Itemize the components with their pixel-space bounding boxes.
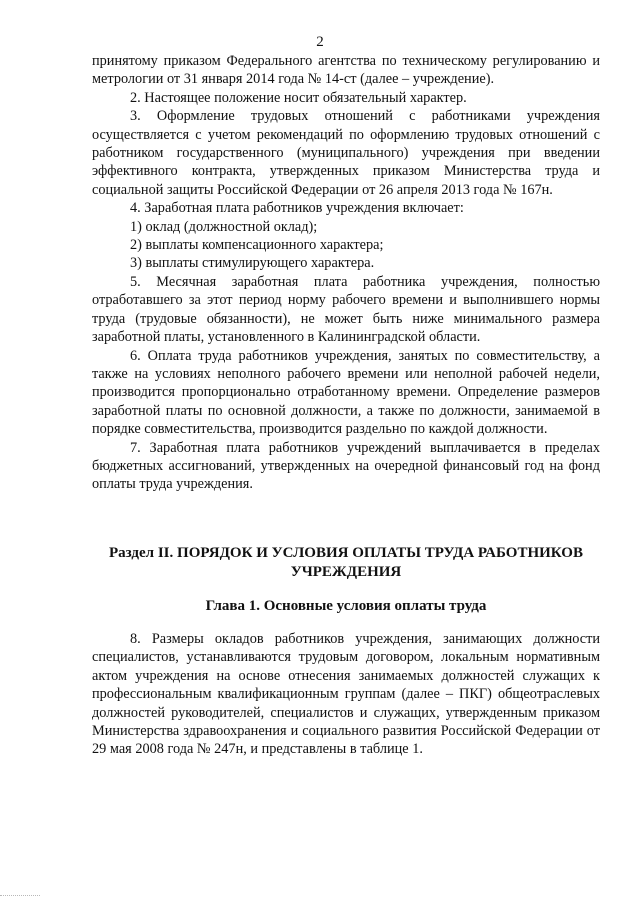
chapter-text-block — [92, 630, 600, 759]
paragraph-3: 3. Оформление трудовых отношений с работниками учреждения осуществляется с учетом рекомендаций по оформлению трудовых отношений с работником государственного (муниципального) учреждения при введении эффективного контракта, утвержденных приказом Министерства труда и социальной защиты Российской Федерации от 26 апреля 2013 года № 167н. — [92, 108, 600, 198]
chapter-heading: Глава 1. Основные условия оплаты труда — [205, 598, 487, 614]
body-text-block — [92, 52, 600, 494]
list-item-1: 1) оклад (должностной оклад); — [130, 218, 318, 235]
section-heading: Раздел II. ПОРЯДОК И УСЛОВИЯ ОПЛАТЫ ТРУДА РАБОТНИКОВ УЧРЕЖДЕНИЯ — [109, 545, 583, 580]
paragraph-7: 7. Заработная плата работников учреждений выплачивается в пределах бюджетных ассигнований, утвержденных на очередной финансовый год на фонд оплаты труда учреждения. — [92, 439, 600, 493]
list-item-3: 3) выплаты стимулирующего характера. — [130, 255, 375, 272]
list-item-2: 2) выплаты компенсационного характера; — [130, 237, 384, 254]
paragraph-8: 8. Размеры окладов работников учреждения, занимающих должности специалистов, устанавливаются трудовым договором, локальным нормативным актом учреждения на основе отнесения занимаемых должностей служащих к профессиональным квалификационным группам (далее – ПКГ) общеотраслевых должностей руководителей, специалистов и служащих, утвержденным приказом Министерства здравоохранения и социального развития Российской Федерации от 29 мая 2008 года № 247н, и представлены в таблице 1. — [92, 631, 600, 758]
paragraph-2: 2. Настоящее положение носит обязательный характер. — [130, 89, 467, 106]
footer-mark — [0, 895, 40, 897]
paragraph-6: 6. Оплата труда работников учреждения, занятых по совместительству, а также на условиях неполного рабочего времени или неполной рабочей недели, производится пропорционально отработанному времени. Определение размеров заработной платы по основной должности, а также по должности, занимаемой в порядке совместительства, производится раздельно по каждой должности. — [92, 347, 600, 438]
paragraph-5: 5. Месячная заработная плата работника учреждения, полностью отработавшего за этот период норму рабочего времени и выполнившего нормы труда (трудовые обязанности), не может быть ниже минимального размера заработной платы, установленного в Калининградской области. — [92, 273, 600, 346]
paragraph-continuation: принятому приказом Федерального агентства по техническому регулированию и метрологии от 31 января 2014 года № 14-ст (далее – учреждение). — [92, 53, 600, 88]
paragraph-4: 4. Заработная плата работников учреждения включает: — [130, 200, 464, 217]
page-number: 2 — [316, 34, 324, 50]
